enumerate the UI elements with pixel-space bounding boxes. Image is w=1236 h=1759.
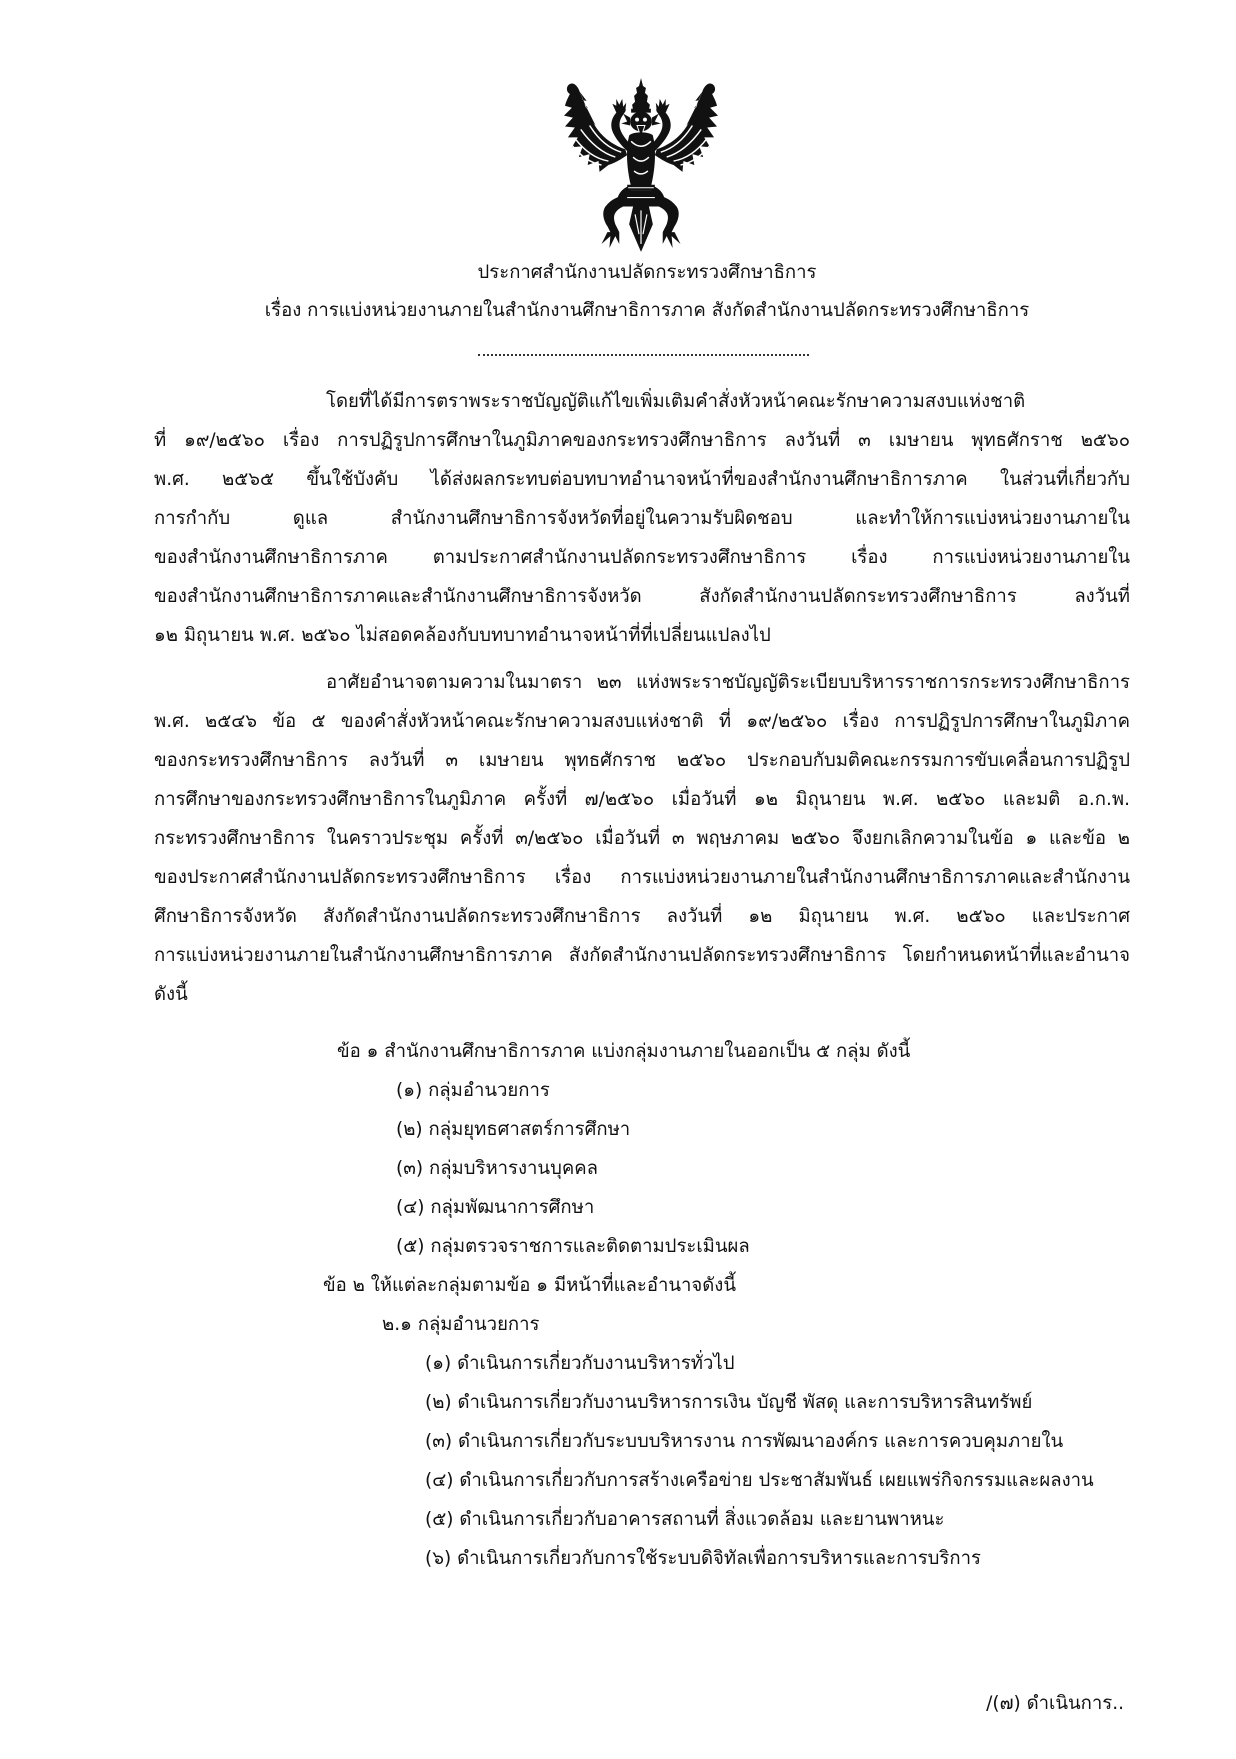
- clause-2-heading: ข้อ ๒ ให้แต่ละกลุ่มตามข้อ ๑ มีหน้าที่และอำนาจดังนี้: [323, 1275, 736, 1296]
- document-header: [167, 254, 1127, 330]
- duty-item: (๔) ดำเนินการเกี่ยวกับการสร้างเครือข่าย ประชาสัมพันธ์ เผยแพร่กิจกรรมและผลงาน: [425, 1470, 1094, 1491]
- group-item: (๓) กลุ่มบริหารงานบุคคล: [396, 1158, 598, 1179]
- clause-1-heading: ข้อ ๑ สำนักงานศึกษาธิการภาค แบ่งกลุ่มงานภายในออกเป็น ๕ กลุ่ม ดังนี้: [337, 1041, 911, 1062]
- authority-line: พ.ศ. ๒๕๔๖ ข้อ ๕ ของคำสั่งหัวหน้าคณะรักษาความสงบแห่งชาติ ที่ ๑๙/๒๕๖๐ เรื่อง การปฏิรูปการศึกษาในภูมิภาค: [154, 711, 1130, 732]
- preamble-paragraph: [154, 382, 1130, 655]
- group-item: (๔) กลุ่มพัฒนาการศึกษา: [396, 1197, 595, 1218]
- duty-item: (๓) ดำเนินการเกี่ยวกับระบบบริหารงาน การพัฒนาองค์กร และการควบคุมภายใน: [425, 1431, 1064, 1452]
- document-subject: เรื่อง การแบ่งหน่วยงานภายในสำนักงานศึกษาธิการภาค สังกัดสำนักงานปลัดกระทรวงศึกษาธิการ: [264, 300, 1030, 321]
- preamble-line: ของสำนักงานศึกษาธิการภาคและสำนักงานศึกษาธิการจังหวัด สังกัดสำนักงานปลัดกระทรวงศึกษาธิการ ลงวันที่: [154, 586, 1130, 607]
- garuda-emblem-svg: [562, 76, 720, 254]
- authority-paragraph: [154, 663, 1130, 1014]
- duty-item: (๑) ดำเนินการเกี่ยวกับงานบริหารทั่วไป: [425, 1353, 735, 1374]
- authority-line: การแบ่งหน่วยงานภายในสำนักงานศึกษาธิการภาค สังกัดสำนักงานปลัดกระทรวงศึกษาธิการ โดยกำหนดหน้าที่และอำนาจ: [154, 945, 1130, 966]
- preamble-line: ของสำนักงานศึกษาธิการภาค ตามประกาศสำนักงานปลัดกระทรวงศึกษาธิการ เรื่อง การแบ่งหน่วยงานภายใน: [154, 547, 1130, 568]
- authority-line: อาศัยอำนาจตามความในมาตรา ๒๓ แห่งพระราชบัญญัติระเบียบบริหารราชการกระทรวงศึกษาธิการ: [326, 672, 1130, 693]
- page-footer: [154, 1684, 1124, 1723]
- preamble-line: ที่ ๑๙/๒๕๖๐ เรื่อง การปฏิรูปการศึกษาในภูมิภาคของกระทรวงศึกษาธิการ ลงวันที่ ๓ เมษายน พุทธศักราช ๒๕๖๐: [154, 430, 1130, 451]
- group-item: (๑) กลุ่มอำนวยการ: [396, 1080, 550, 1101]
- section-2-1-title: ๒.๑ กลุ่มอำนวยการ: [382, 1314, 540, 1335]
- preamble-line: ๑๒ มิถุนายน พ.ศ. ๒๕๖๐ ไม่สอดคล้องกับบทบาทอำนาจหน้าที่ที่เปลี่ยนแปลงไป: [154, 625, 771, 646]
- duty-item: (๖) ดำเนินการเกี่ยวกับการใช้ระบบดิจิทัลเพื่อการบริหารและการบริการ: [425, 1548, 981, 1569]
- header-divider: [478, 354, 809, 356]
- document-title: ประกาศสำนักงานปลัดกระทรวงศึกษาธิการ: [477, 262, 817, 283]
- authority-line: ดังนี้: [154, 984, 188, 1005]
- garuda-emblem-icon: [562, 76, 720, 254]
- authority-line: ของประกาศสำนักงานปลัดกระทรวงศึกษาธิการ เรื่อง การแบ่งหน่วยงานภายในสำนักงานศึกษาธิการภาคและสำนักงาน: [154, 867, 1130, 888]
- preamble-line: พ.ศ. ๒๕๖๕ ขึ้นใช้บังคับ ได้ส่งผลกระทบต่อบทบาทอำนาจหน้าที่ของสำนักงานศึกษาธิการภาค ในส่วนที่เกี่ยวกับ: [154, 469, 1130, 490]
- preamble-line: โดยที่ได้มีการตราพระราชบัญญัติแก้ไขเพิ่มเติมคำสั่งหัวหน้าคณะรักษาความสงบแห่งชาติ: [326, 391, 1026, 412]
- continuation-note: /(๗) ดำเนินการ..: [986, 1693, 1124, 1714]
- group-item: (๒) กลุ่มยุทธศาสตร์การศึกษา: [396, 1119, 631, 1140]
- authority-line: ศึกษาธิการจังหวัด สังกัดสำนักงานปลัดกระทรวงศึกษาธิการ ลงวันที่ ๑๒ มิถุนายน พ.ศ. ๒๕๖๐ และประกาศ: [154, 906, 1130, 927]
- authority-line: กระทรวงศึกษาธิการ ในคราวประชุม ครั้งที่ ๓/๒๕๖๐ เมื่อวันที่ ๓ พฤษภาคม ๒๕๖๐ จึงยกเลิกความในข้อ ๑ และข้อ ๒: [154, 828, 1130, 849]
- preamble-line: การกำกับ ดูแล สำนักงานศึกษาธิการจังหวัดที่อยู่ในความรับผิดชอบ และทำให้การแบ่งหน่วยงานภายใน: [154, 508, 1130, 529]
- authority-line: ของกระทรวงศึกษาธิการ ลงวันที่ ๓ เมษายน พุทธศักราช ๒๕๖๐ ประกอบกับมติคณะกรรมการขับเคลื่อนการปฏิรูป: [154, 750, 1130, 771]
- clauses-section: [154, 1032, 1130, 1578]
- group-item: (๕) กลุ่มตรวจราชการและติดตามประเมินผล: [396, 1236, 750, 1257]
- duty-item: (๒) ดำเนินการเกี่ยวกับงานบริหารการเงิน บัญชี พัสดุ และการบริหารสินทรัพย์: [425, 1392, 1033, 1413]
- authority-line: การศึกษาของกระทรวงศึกษาธิการในภูมิภาค ครั้งที่ ๗/๒๕๖๐ เมื่อวันที่ ๑๒ มิถุนายน พ.ศ. ๒๕๖๐ และมติ อ.ก.พ.: [154, 789, 1130, 810]
- duty-item: (๕) ดำเนินการเกี่ยวกับอาคารสถานที่ สิ่งแวดล้อม และยานพาหนะ: [425, 1509, 945, 1530]
